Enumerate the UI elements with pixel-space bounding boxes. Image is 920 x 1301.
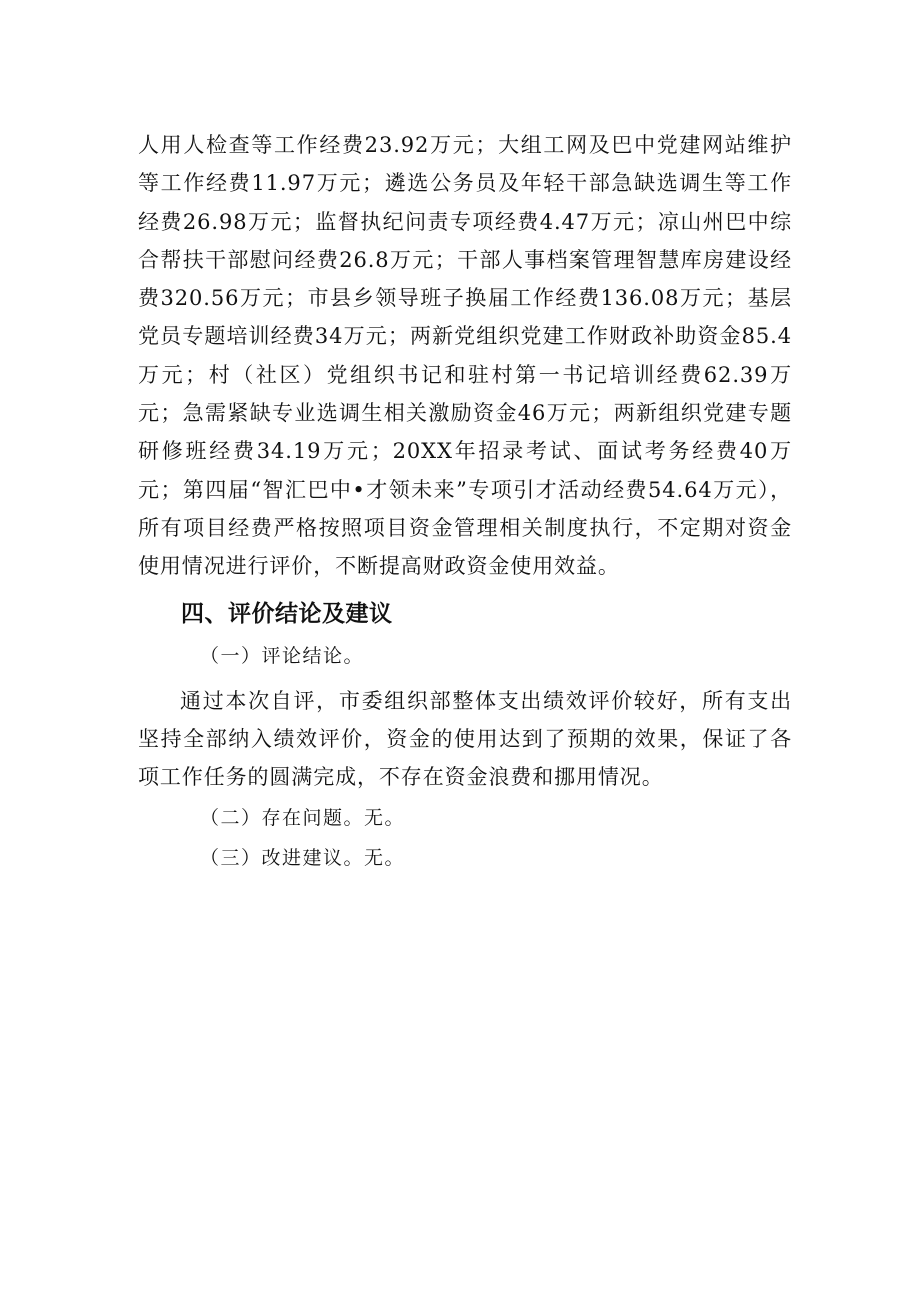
- conclusion-paragraph: 通过本次自评，市委组织部整体支出绩效评价较好，所有支出坚持全部纳入绩效评价，资金的使用达到了预期的效果，保证了各项工作任务的圆满完成，不存在资金浪费和挪用情况。: [138, 688, 792, 790]
- section-heading-evaluation-conclusions: 四、评价结论及建议: [181, 600, 393, 627]
- subsection-existing-problems: （二）存在问题。无。: [200, 807, 406, 830]
- document-body: [138, 126, 792, 878]
- funding-details-paragraph: 人用人检查等工作经费23.92万元；大组工网及巴中党建网站维护等工作经费11.97万元；遴选公务员及年轻干部急缺选调生等工作经费26.98万元；监督执纪问责专项经费4.47万元；凉山州巴中综合帮扶干部慰问经费26.8万元；干部人事档案管理智慧库房建设经费320.56万元；市县乡领导班子换届工作经费136.08万元；基层党员专题培训经费34万元；两新党组织党建工作财政补助资金85.4万元；村（社区）党组织书记和驻村第一书记培训经费62.39万元；急需紧缺专业选调生相关激励资金46万元；两新组织党建专题研修班经费34.19万元；20XX年招录考试、面试考务经费40万元；第四届“智汇巴中•才领未来”专项引才活动经费54.64万元），所有项目经费严格按照项目资金管理相关制度执行，不定期对资金使用情况进行评价，不断提高财政资金使用效益。: [138, 133, 792, 579]
- subsection-improvement-suggestions: （三）改进建议。无。: [200, 847, 406, 870]
- subsection-conclusion: （一）评论结论。: [200, 644, 365, 667]
